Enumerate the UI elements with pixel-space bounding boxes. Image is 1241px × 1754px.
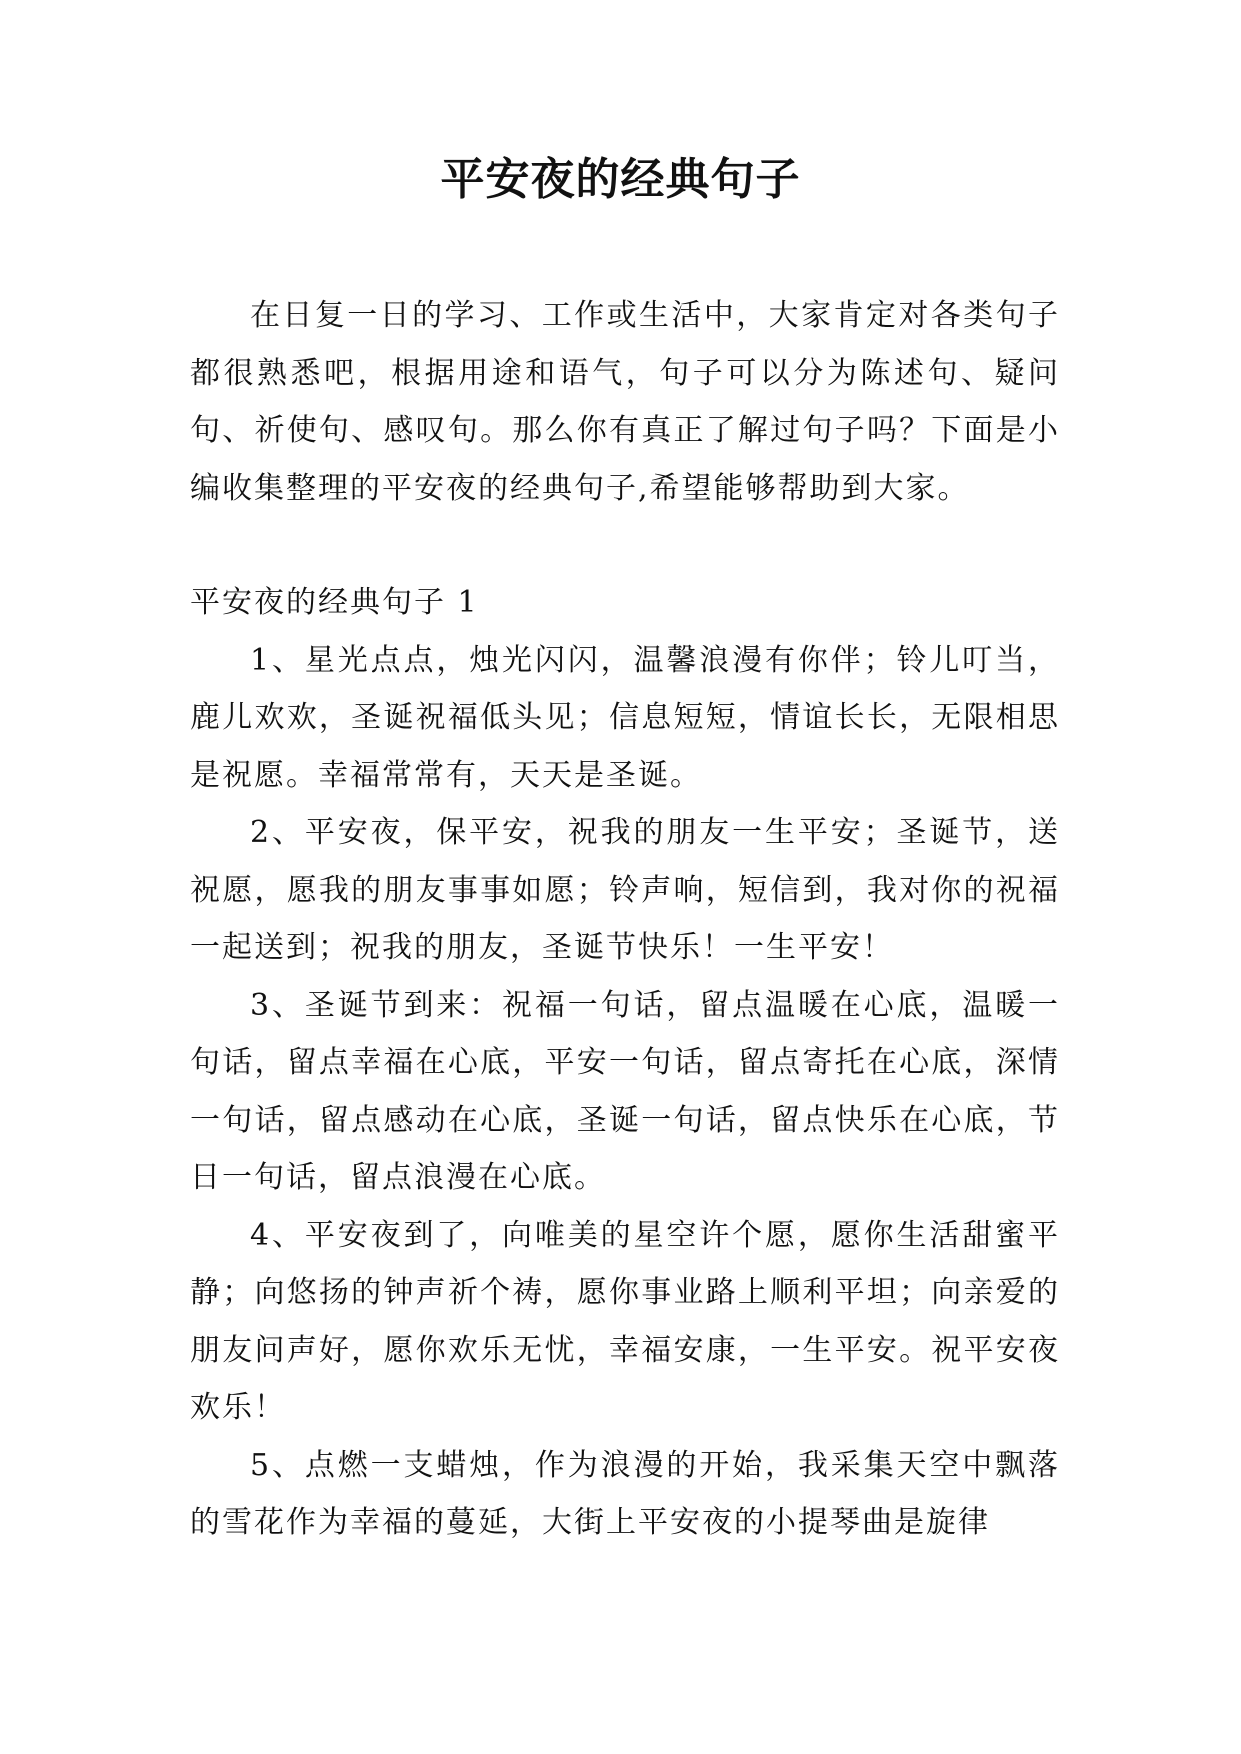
list-item: 4、平安夜到了，向唯美的星空许个愿，愿你生活甜蜜平静；向悠扬的钟声祈个祷，愿你事业路上顺利平坦；向亲爱的朋友问声好，愿你欢乐无忧，幸福安康，一生平安。祝平安夜欢乐！ xyxy=(190,1217,1060,1425)
intro-paragraph: 在日复一日的学习、工作或生活中，大家肯定对各类句子都很熟悉吧，根据用途和语气，句子可以分为陈述句、疑问句、祈使句、感叹句。那么你有真正了解过句子吗？下面是小编收集整理的平安夜的经典句子,希望能够帮助到大家。 xyxy=(190,298,1060,506)
document-body xyxy=(190,287,1060,1552)
list-item: 5、点燃一支蜡烛，作为浪漫的开始，我采集天空中飘落的雪花作为幸福的蔓延，大街上平安夜的小提琴曲是旋律 xyxy=(190,1447,1060,1540)
section-heading: 平安夜的经典句子 1 xyxy=(190,585,479,620)
list-item: 2、平安夜，保平安，祝我的朋友一生平安；圣诞节，送祝愿，愿我的朋友事事如愿；铃声响，短信到，我对你的祝福一起送到；祝我的朋友，圣诞节快乐！一生平安！ xyxy=(190,815,1060,965)
list-item: 1、星光点点，烛光闪闪，温馨浪漫有你伴；铃儿叮当，鹿儿欢欢，圣诞祝福低头见；信息短短，情谊长长，无限相思是祝愿。幸福常常有，天天是圣诞。 xyxy=(190,642,1060,793)
page-title: 平安夜的经典句子 xyxy=(440,154,801,205)
list-item: 3、圣诞节到来：祝福一句话，留点温暖在心底，温暖一句话，留点幸福在心底，平安一句话，留点寄托在心底，深情一句话，留点感动在心底，圣诞一句话，留点快乐在心底，节日一句话，留点浪漫在心底。 xyxy=(190,987,1060,1195)
